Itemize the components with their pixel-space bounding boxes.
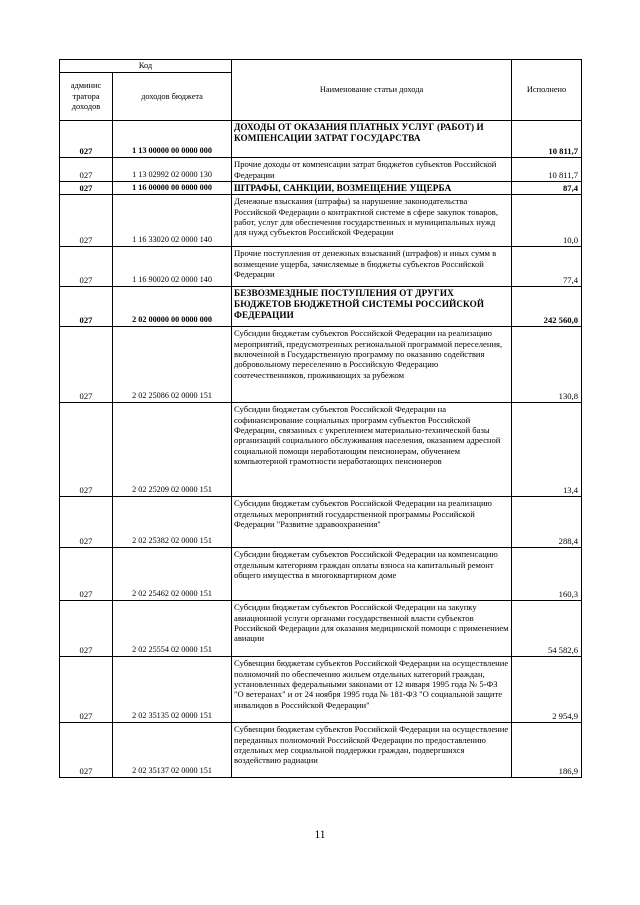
amount-cell: 2 954,9 bbox=[512, 657, 582, 723]
admin-code-cell: 027 bbox=[60, 497, 113, 548]
admin-code-cell: 027 bbox=[60, 181, 113, 195]
income-name-cell: Субсидии бюджетам субъектов Российской Федерации на реализацию мероприятий, предусмотренных региональной программой переселения, включенной в Государственную программу по оказанию содействия добровольному переселению в Российскую Федерацию соотечественников, проживающих за рубежом bbox=[232, 327, 512, 403]
table-row bbox=[60, 327, 582, 403]
admin-code-cell: 027 bbox=[60, 403, 113, 497]
amount-cell: 186,9 bbox=[512, 723, 582, 778]
table-row bbox=[60, 195, 582, 247]
header-code-group: Код bbox=[60, 60, 232, 73]
income-code-cell: 1 13 02992 02 0000 130 bbox=[113, 158, 232, 182]
table-row bbox=[60, 723, 582, 778]
income-name-cell: ДОХОДЫ ОТ ОКАЗАНИЯ ПЛАТНЫХ УСЛУГ (РАБОТ) И КОМПЕНСАЦИИ ЗАТРАТ ГОСУДАРСТВА bbox=[232, 121, 512, 158]
income-code-cell: 2 02 25209 02 0000 151 bbox=[113, 403, 232, 497]
table-row bbox=[60, 181, 582, 195]
table-row bbox=[60, 601, 582, 657]
table-row bbox=[60, 121, 582, 158]
income-code-cell: 1 16 00000 00 0000 000 bbox=[113, 181, 232, 195]
table-row bbox=[60, 657, 582, 723]
income-name-cell: Субсидии бюджетам субъектов Российской Федерации на реализацию отдельных мероприятий государственной программы Российской Федерации "Развитие здравоохранения" bbox=[232, 497, 512, 548]
admin-code-cell: 027 bbox=[60, 327, 113, 403]
admin-code-cell: 027 bbox=[60, 601, 113, 657]
amount-cell: 54 582,6 bbox=[512, 601, 582, 657]
amount-cell: 87,4 bbox=[512, 181, 582, 195]
table-row bbox=[60, 548, 582, 601]
income-code-cell: 2 02 25554 02 0000 151 bbox=[113, 601, 232, 657]
income-code-cell: 2 02 00000 00 0000 000 bbox=[113, 287, 232, 327]
income-name-cell: Субвенции бюджетам субъектов Российской Федерации на осуществление полномочий по обеспечению жильем отдельных категорий граждан, установленных федеральными законами от 12 января 1995 года № 5-ФЗ "О ветеранах" и от 24 ноября 1995 года № 181-ФЗ "О социальной защите инвалидов в Российской Федерации" bbox=[232, 657, 512, 723]
admin-code-cell: 027 bbox=[60, 158, 113, 182]
amount-cell: 77,4 bbox=[512, 247, 582, 287]
amount-cell: 288,4 bbox=[512, 497, 582, 548]
table-row bbox=[60, 247, 582, 287]
admin-code-cell: 027 bbox=[60, 247, 113, 287]
income-name-cell: Денежные взыскания (штрафы) за нарушение законодательства Российской Федерации о контрактной системе в сфере закупок товаров, работ, услуг для обеспечения государственных и муниципальных нужд для нужд субъектов Российской Федерации bbox=[232, 195, 512, 247]
income-table bbox=[59, 59, 582, 778]
table-row bbox=[60, 403, 582, 497]
table-row bbox=[60, 497, 582, 548]
admin-code-cell: 027 bbox=[60, 287, 113, 327]
admin-code-cell: 027 bbox=[60, 723, 113, 778]
table-row bbox=[60, 158, 582, 182]
admin-code-cell: 027 bbox=[60, 657, 113, 723]
admin-code-cell: 027 bbox=[60, 548, 113, 601]
income-name-cell: Прочие поступления от денежных взысканий (штрафов) и иных сумм в возмещение ущерба, зачисляемые в бюджеты субъектов Российской Федерации bbox=[232, 247, 512, 287]
header-executed: Исполнено bbox=[512, 60, 582, 121]
income-name-cell: Субвенции бюджетам субъектов Российской Федерации на осуществление переданных полномочий Российской Федерации по предоставлению отдельных мер социальной поддержки граждан, подвергшихся воздействию радиации bbox=[232, 723, 512, 778]
income-code-cell: 1 16 90020 02 0000 140 bbox=[113, 247, 232, 287]
amount-cell: 10,0 bbox=[512, 195, 582, 247]
amount-cell: 13,4 bbox=[512, 403, 582, 497]
header-name: Наименование статьи дохода bbox=[232, 60, 512, 121]
income-name-cell: Субсидии бюджетам субъектов Российской Федерации на софинансирование социальных программ субъектов Российской Федерации, связанных с укреплением материально-технической базы организаций социального обслуживания населения, оказанием адресной социальной помощи неработающим пенсионерам, обучением компьютерной грамотности неработающих пенсионеров bbox=[232, 403, 512, 497]
income-code-cell: 2 02 25382 02 0000 151 bbox=[113, 497, 232, 548]
income-code-cell: 2 02 35135 02 0000 151 bbox=[113, 657, 232, 723]
amount-cell: 10 811,7 bbox=[512, 121, 582, 158]
income-name-cell: Субсидии бюджетам субъектов Российской Федерации на закупку авиационной услуги органами государственной власти субъектов Российской Федерации для оказания медицинской помощи с применением авиации bbox=[232, 601, 512, 657]
admin-code-cell: 027 bbox=[60, 195, 113, 247]
amount-cell: 10 811,7 bbox=[512, 158, 582, 182]
admin-code-cell: 027 bbox=[60, 121, 113, 158]
amount-cell: 130,8 bbox=[512, 327, 582, 403]
income-name-cell: ШТРАФЫ, САНКЦИИ, ВОЗМЕЩЕНИЕ УЩЕРБА bbox=[232, 181, 512, 195]
income-code-cell: 2 02 25462 02 0000 151 bbox=[113, 548, 232, 601]
header-income: доходов бюджета bbox=[113, 73, 232, 121]
amount-cell: 242 560,0 bbox=[512, 287, 582, 327]
income-code-cell: 1 16 33020 02 0000 140 bbox=[113, 195, 232, 247]
table-body bbox=[60, 121, 582, 778]
income-code-cell: 2 02 25086 02 0000 151 bbox=[113, 327, 232, 403]
income-code-cell: 1 13 00000 00 0000 000 bbox=[113, 121, 232, 158]
income-code-cell: 2 02 35137 02 0000 151 bbox=[113, 723, 232, 778]
amount-cell: 160,3 bbox=[512, 548, 582, 601]
table-row bbox=[60, 287, 582, 327]
income-name-cell: Прочие доходы от компенсации затрат бюджетов субъектов Российской Федерации bbox=[232, 158, 512, 182]
header-admin: админис тратора доходов bbox=[60, 73, 113, 121]
income-name-cell: Субсидии бюджетам субъектов Российской Федерации на компенсацию отдельным категориям граждан оплаты взноса на капитальный ремонт общего имущества в многоквартирном доме bbox=[232, 548, 512, 601]
income-name-cell: БЕЗВОЗМЕЗДНЫЕ ПОСТУПЛЕНИЯ ОТ ДРУГИХ БЮДЖЕТОВ БЮДЖЕТНОЙ СИСТЕМЫ РОССИЙСКОЙ ФЕДЕРАЦИИ bbox=[232, 287, 512, 327]
page-number: 11 bbox=[314, 829, 326, 841]
